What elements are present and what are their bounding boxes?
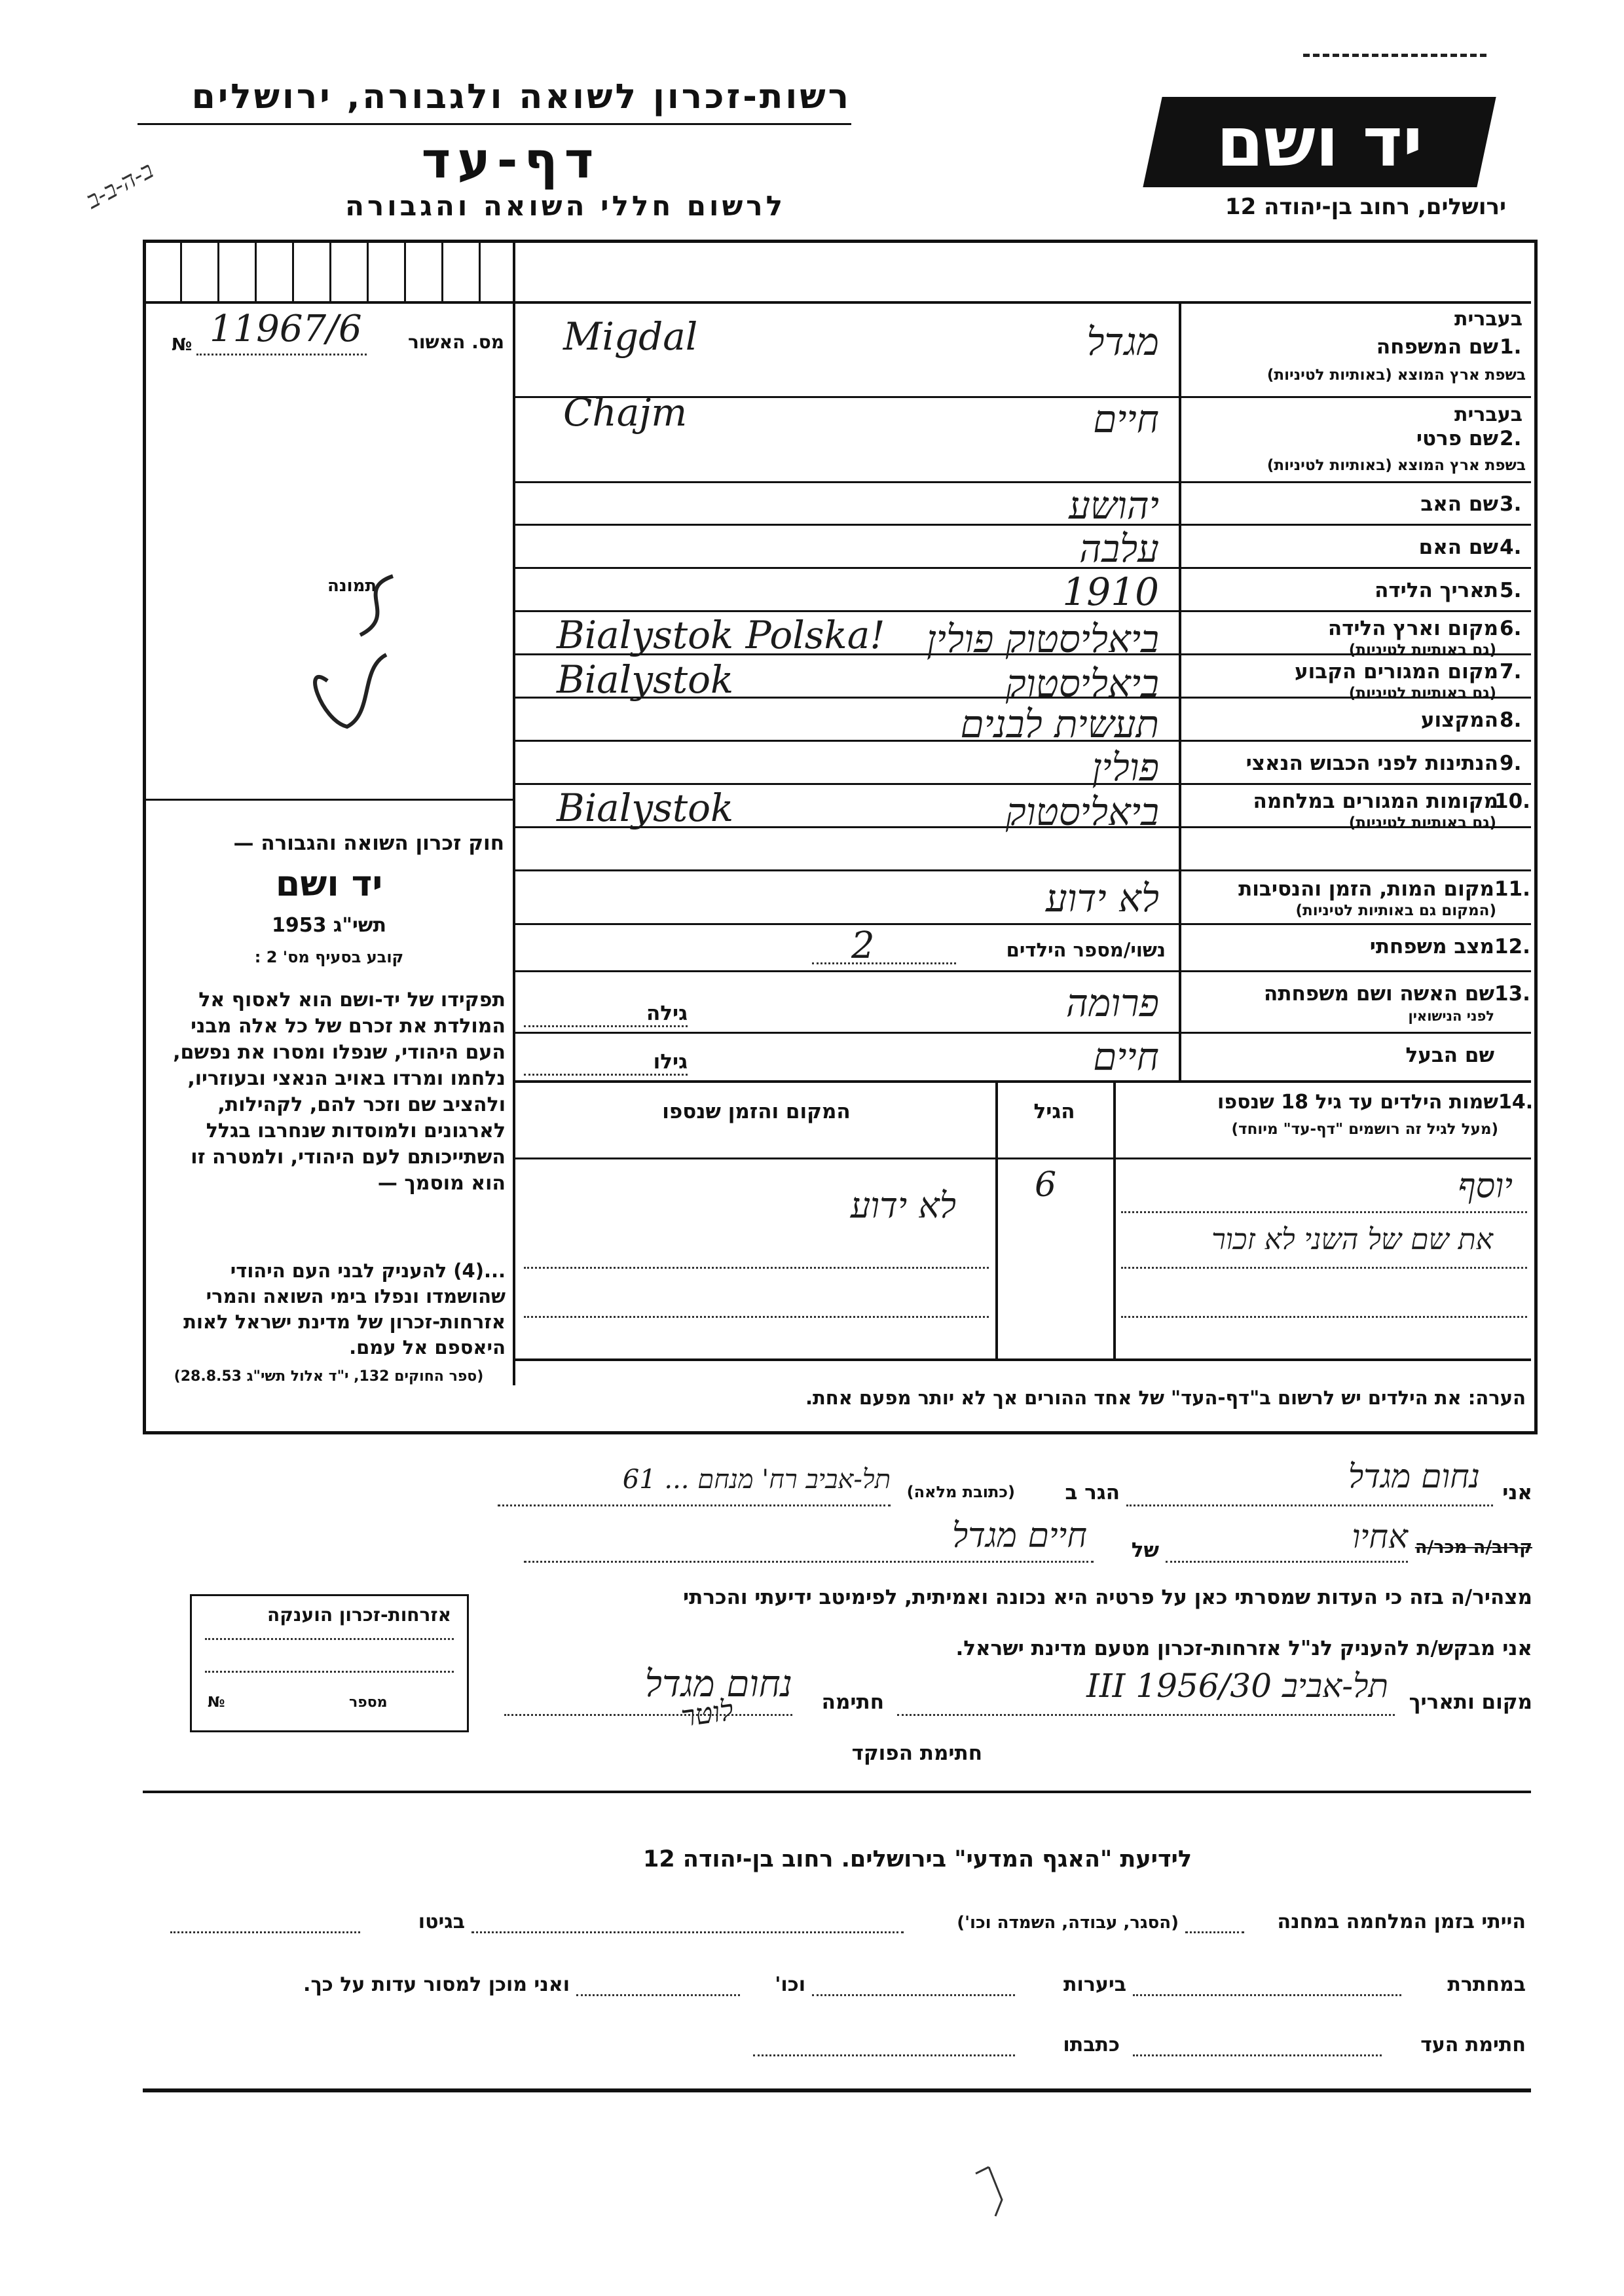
clerk-signature-label: חתימת הפוקד [851, 1741, 982, 1765]
field-12-value[interactable]: 2 [851, 924, 875, 967]
photo-area [275, 563, 439, 746]
field-7-num: 7. [1500, 660, 1522, 683]
child-1-name[interactable]: יוסף [1458, 1167, 1513, 1206]
law-source: (ספר החוקים 132, י"ד אלול תשי"ג 28.8.53) [174, 1368, 484, 1385]
citizenship-box-no: № [208, 1694, 225, 1711]
signature-value[interactable]: נחום מגדל [644, 1663, 792, 1705]
field-4-value[interactable]: עלבה [1079, 526, 1159, 571]
footer-etc-label: וכו' [775, 1973, 805, 1996]
footer-forests-label: ביערות [1063, 1973, 1126, 1996]
decl-full-address-label: (כתובת מלאה) [906, 1483, 1015, 1501]
children-num: 14. [1498, 1091, 1534, 1114]
field-6-label: מקום וארץ הלידה [1327, 617, 1498, 640]
corner-handwriting: ב-ה-ב-ב [82, 156, 158, 215]
field-7-value-latin[interactable]: Bialystok [557, 657, 734, 702]
children-sub: (מעל לגיל זה רושמים "דף-עד" מיוחד) [1231, 1121, 1498, 1138]
field-5-num: 5. [1500, 579, 1522, 602]
field-10-value-heb[interactable]: ביאליסטוק [1005, 790, 1159, 834]
clerk-signature-mark: לוטר [678, 1693, 736, 1734]
field-4-num: 4. [1500, 536, 1522, 559]
form-title: דף-עד [421, 131, 600, 189]
husband-age-label: גילו [653, 1050, 688, 1074]
field-1-value-latin[interactable]: Migdal [563, 314, 698, 359]
record-no-symbol: № [172, 335, 193, 355]
decl-residing: הגר ב [1065, 1481, 1120, 1504]
note-label: הערה: [1467, 1387, 1526, 1409]
field-10-num: 10. [1494, 790, 1530, 813]
field-2-value-latin[interactable]: Chajm [563, 390, 688, 435]
child-1-place[interactable]: לא ידוע [850, 1185, 956, 1226]
citizenship-box-title: אזרחות-זכרון הוענקה [267, 1604, 451, 1626]
field-1-label: שם המשפחה [1376, 335, 1498, 359]
field-6-sub: (גם באותיות לטיניות) [1348, 642, 1496, 659]
field-9-label: הנתינות לפני הכבוש הנאצי [1246, 752, 1498, 775]
footer-underground-label: במחתרת [1447, 1973, 1526, 1996]
field-1-value-heb[interactable]: מגדל [1086, 319, 1159, 364]
stray-mark [969, 2160, 1022, 2219]
field-13-mid-label: גילה [646, 1002, 688, 1025]
field-7-label: מקום המגורים הקבוע [1295, 660, 1498, 683]
field-1-num: 1. [1500, 335, 1522, 359]
field-12-num: 12. [1494, 935, 1530, 958]
field-11-sub: (המקום גם באותיות לטיניות) [1295, 902, 1496, 919]
field-10-value-latin[interactable]: Bialystok [557, 786, 734, 830]
field-13-num: 13. [1494, 982, 1530, 1006]
decl-of: של [1131, 1539, 1159, 1562]
field-11-value[interactable]: לא ידוע [1045, 876, 1159, 920]
field-11-num: 11. [1494, 877, 1530, 901]
footer-testify-label: ואני מוכן למסור עדות על כך. [303, 1973, 570, 1996]
law-paragraph: תפקידו של יד-ושם הוא לאסוף אל המולדת את זכרם של כל אלה מבני העם היהודי, שנפלו ומסרו את נפשם, נלחמו ומרדו באויב הנאצי ובעוזריו, ולהציב שם וזכר להם, לקהילות, לארגונים ולמוסדות שנחרבו בגלל השתייכותם לעם היהודי, ולמטרה זו הוא מוסמך — [173, 989, 506, 1195]
field-8-label: המקצוע [1420, 708, 1498, 732]
field-10-label: מקומות המגורים במלחמה [1253, 790, 1498, 813]
field-9-num: 9. [1500, 752, 1522, 775]
form-subtitle: לרשום חללי השואה והגבורה [345, 190, 786, 222]
law-paragraph-2: ...(4) להעניק לבני העם היהודי שהושמדו ונפלו בימי השואה והמרי אזרחות-זכרון של מדינת ישראל לאות היאספם אל עמם. [183, 1260, 506, 1358]
field-3-label: שם האב [1420, 492, 1498, 516]
field-2-heb-tag: בעברית [1454, 403, 1522, 426]
children-title: שמות הילדים עד גיל 18 שנספו [1217, 1091, 1498, 1114]
address-value[interactable]: תל-אביב רח' מנחם ... 61 [622, 1465, 891, 1495]
field-10-sub: (גם באותיות לטיניות) [1348, 814, 1496, 831]
field-5-value[interactable]: 1910 [1062, 570, 1159, 614]
yad-vashem-logo [1143, 97, 1496, 187]
field-4-label: שם האם [1418, 536, 1498, 559]
footer-address-label: כתבתו [1063, 2033, 1120, 2056]
footer-witness-signature-label: חתימת העד [1420, 2033, 1526, 2056]
field-8-num: 8. [1500, 708, 1522, 732]
record-label: מס. האשור [408, 331, 504, 353]
child-1-age[interactable]: 6 [1035, 1165, 1057, 1205]
law-clause: קובע בסעיף מס' 2 : [254, 948, 404, 966]
law-title: חוק זכרון השואה והגבורה — [233, 831, 504, 855]
field-6-num: 6. [1500, 617, 1522, 640]
declaration-text: מצהיר/ה בזה כי העדות שמסרתי כאן על פרטיה היא נכונה ואמיתית, לפימיטב ידיעתי והכרתי [683, 1586, 1532, 1609]
field-13-value[interactable]: פרומה [1065, 981, 1159, 1025]
children-age-header: הגיל [1033, 1100, 1075, 1123]
record-number: 11967/6 [210, 308, 362, 350]
field-6-value-heb[interactable]: ביאליסטוק פולין [927, 617, 1159, 661]
field-2-label: שם פרטי [1416, 427, 1498, 450]
footer-camp-types: (הסגר, עבודה, השמדה וכו') [957, 1913, 1179, 1933]
citizenship-box [190, 1594, 469, 1732]
declarant-name[interactable]: נחום מגדל [1348, 1457, 1480, 1495]
field-6-value-latin[interactable]: Bialystok Polska! [557, 613, 885, 657]
field-13-label: שם האשה ושם משפחתה [1264, 982, 1494, 1006]
field-7-sub: (גם באותיות לטיניות) [1348, 685, 1496, 702]
child-2-name[interactable]: את שם של השני לא זכור [1211, 1223, 1493, 1256]
photo-label: תמונה [327, 576, 377, 596]
signature-label: חתימה [821, 1690, 884, 1714]
address-line: ירושלים, רחוב בן-יהודה 12 [1225, 194, 1506, 220]
field-3-value[interactable]: יהושע [1069, 483, 1159, 528]
field-1-heb-tag: בעברית [1454, 308, 1522, 331]
field-1-sub: בשפת ארץ המוצא (באותיות לטיניות) [1266, 367, 1526, 384]
field-7-value-heb[interactable]: ביאליסטוק [1005, 661, 1159, 706]
note-row [524, 1387, 1526, 1409]
husband-label: שם הבעל [1405, 1044, 1494, 1067]
place-date-value[interactable]: תל-אביב 30/III 1956 [1086, 1667, 1388, 1705]
field-12-label: מצב משפחתי [1369, 935, 1494, 958]
footer-camp-label: הייתי בזמן המלחמה במחנה [1277, 1910, 1526, 1933]
field-2-value-heb[interactable]: חיים [1093, 397, 1159, 441]
field-12-mid-label: נשוי/מספר הילדים [1006, 939, 1166, 961]
relative-name[interactable]: חיים מגדל [951, 1516, 1087, 1556]
field-11-label: מקום המות, הזמן והנסיבות [1238, 877, 1494, 901]
authority-name: רשות-זכרון לשואה ולגבורה, ירושלים [191, 77, 851, 117]
field-9-value[interactable]: פולין [1092, 745, 1159, 790]
law-name: יד ושם [275, 863, 383, 904]
footer-ghetto-label: בגיטו [418, 1910, 465, 1933]
place-date-label: מקום ותאריך [1409, 1690, 1532, 1714]
field-3-num: 3. [1500, 492, 1522, 516]
field-8-value[interactable]: תעשית לבנים [960, 702, 1159, 746]
relation-value[interactable]: אחיו [1352, 1518, 1408, 1556]
request-text: אני מבקש/ת להעניק לנ"ל אזרחות-זכרון מטעם מדינת ישראל. [955, 1637, 1532, 1660]
law-year: תשי"ג 1953 [271, 914, 387, 937]
relation-label: קרוב/ה מכר/ה [1414, 1537, 1532, 1558]
field-13-sub: לפני הנישואין [1408, 1008, 1494, 1024]
children-place-header: המקום והזמן שנספו [662, 1100, 851, 1123]
field-2-sub: בשפת ארץ המוצא (באותיות לטיניות) [1266, 457, 1526, 474]
note-text: את הילדים יש לרשום ב"דף-העד" של אחד ההורים אך לא יותר מפעם אחת. [805, 1387, 1462, 1409]
field-5-label: תאריך הלידה [1375, 579, 1498, 602]
field-2-num: 2. [1500, 427, 1522, 450]
logo-text: יד ושם [1216, 102, 1423, 182]
footer-title: לידיעת "האגף המדעי" בירושלים. רחוב בן-יהודה 12 [643, 1846, 1192, 1872]
husband-value[interactable]: חיים [1093, 1034, 1159, 1079]
decl-i-am: אני [1502, 1481, 1532, 1504]
citizenship-box-number-label: מספר [349, 1694, 388, 1711]
